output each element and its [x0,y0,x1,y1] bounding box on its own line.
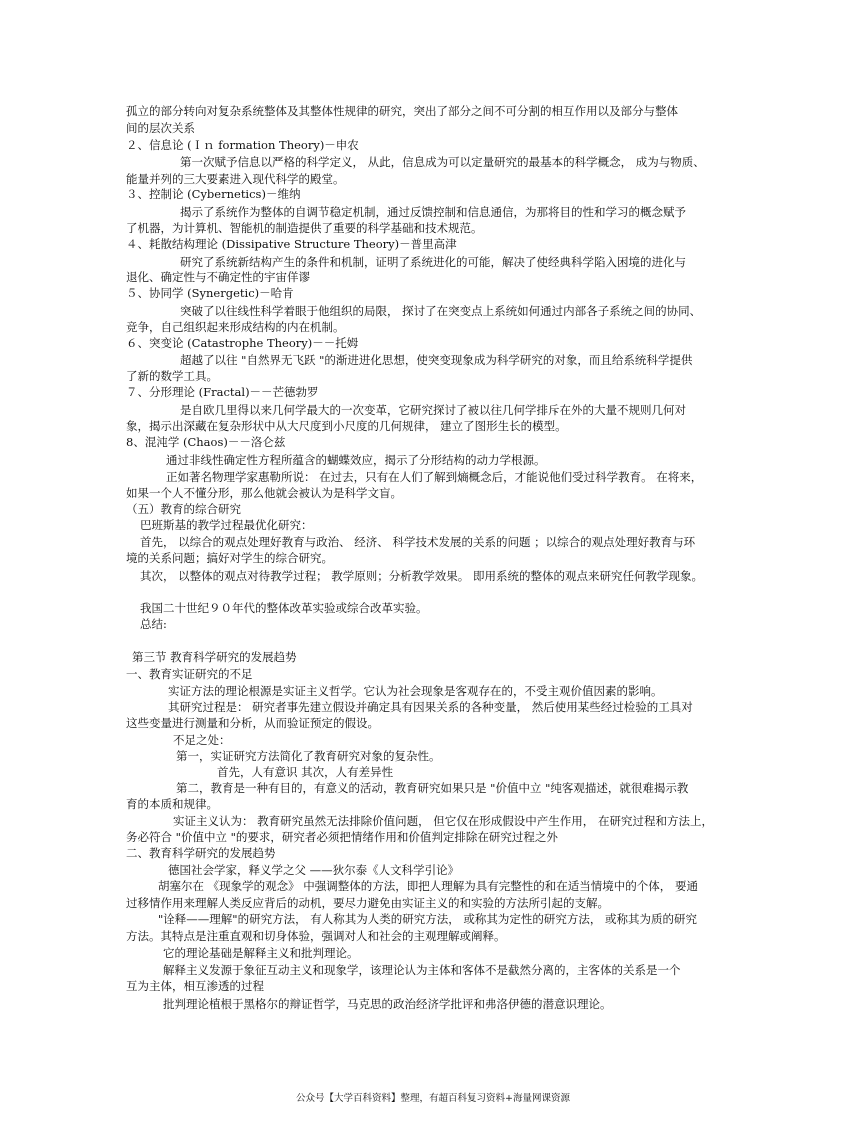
text-line: 总结: [140,617,167,631]
text-line: 孤立的部分转向对复杂系统整体及其整体性规律的研究，突出了部分之间不可分割的相互作用以及部分与整体 [126,104,678,118]
text-line: 揭示了系统作为整体的自调节稳定机制，通过反馈控制和信息通信，为那将目的性和学习的概念赋予 [180,205,686,219]
text-line: 务必符合 "价值中立 "的要求，研究者必须把情绪作用和价值判定排除在研究过程之外 [126,830,558,844]
text-line: 退化、确定性与不确定性的宇宙佯谬 [126,270,310,284]
text-line: 象，揭示出深藏在复杂形状中从大尺度到小尺度的几何规律， 建立了图形生长的模型。 [126,419,567,433]
text-line: 竞争，自己组织起来形成结构的内在机制。 [126,320,345,334]
text-line: 超越了以往 "自然界无飞跃 "的渐进进化思想，使突变现象成为科学研究的对象，而且给系统科学提供 [180,353,693,367]
text-line: 间的层次关系 [126,121,195,135]
text-line: 它的理论基础是解释主义和批判理论。 [163,946,359,960]
section-heading: ３、控制论 (Cybernetics)－维纳 [126,187,301,201]
text-line: 实证主义认为： 教育研究虽然无法排除价值问题， 但它仅在形成假设中产生作用， 在研究过程和方法上， [173,814,713,828]
section-heading: 二、教育科学研究的发展趋势 [126,846,276,860]
text-line: 我国二十世纪９０年代的整体改革实验或综合改革实验。 [140,601,428,615]
text-line: 研究了系统新结构产生的条件和机制，证明了系统进化的可能，解决了使经典科学陷入困境的进化与 [180,255,686,269]
text-line: 这些变量进行测量和分析，从而验证预定的假设。 [126,716,379,730]
text-line: 过移情作用来理解人类反应背后的动机，要尽力避免由实证主义的和实验的方法所引起的支解。 [126,896,609,910]
text-line: 解释主义发源于象征互动主义和现象学，该理论认为主体和客体不是截然分离的，主客体的关系是一个 [163,963,681,977]
text-line: 批判理论植根于黑格尔的辩证哲学，马克思的政治经济学批评和弗洛伊德的潜意识理论。 [163,997,612,1011]
text-line: 如果一个人不懂分形，那么他就会被认为是科学文盲。 [126,486,402,500]
text-line: 第一次赋予信息以严格的科学定义， 从此，信息成为可以定量研究的最基本的科学概念， 成为与物质、 [180,155,705,169]
text-line: 其次， 以整体的观点对待教学过程； 教学原则；分析教学效果。 即用系统的整体的观点来研究任何教学现象。 [140,569,703,583]
section-heading: （五）教育的综合研究 [126,502,241,516]
text-line: 境的关系问题；搞好对学生的综合研究。 [126,551,333,565]
text-line: 通过非线性确定性方程所蕴含的蝴蝶效应，揭示了分形结构的动力学根源。 [166,453,546,467]
section-heading: ２、信息论 (Ｉｎ formation Theory)－申农 [126,138,359,152]
text-line: 第二，教育是一种有目的，有意义的活动，教育研究如果只是 "价值中立 "纯客观描述，就很难揭示教 [176,781,689,795]
text-line: 方法。其特点是注重直观和切身体验，强调对人和社会的主观理解或阐释。 [126,929,506,943]
text-line: 实证方法的理论根源是实证主义哲学。它认为社会现象是客观存在的，不受主观价值因素的影响。 [168,684,663,698]
text-line: 了新的数学工具。 [126,369,218,383]
text-line: 互为主体，相互渗透的过程 [126,979,264,993]
section-heading: ４、耗散结构理论 (Dissipative Structure Theory)－普里高津 [126,237,457,251]
section-heading: 8、混沌学 (Chaos)－－洛仑兹 [126,435,286,449]
section-heading: ５、协同学 (Synergetic)－哈肯 [126,286,294,300]
section-heading: ６、突变论 (Catastrophe Theory)－－托姆 [126,336,359,350]
text-line: 是自欧几里得以来几何学最大的一次变革，它研究探讨了被以往几何学排斥在外的大量不规则几何对 [180,403,686,417]
text-line: 胡塞尔在 《现象学的观念》 中强调整体的方法，即把人理解为具有完整性的和在适当情境中的个体， 要通 [158,879,698,893]
text-line: 能量并列的三大要素进入现代科学的殿堂。 [126,172,345,186]
text-line: 德国社会学家，释义学之父 ——狄尔泰《人文科学引论》 [168,863,460,877]
section-heading: 一、教育实证研究的不足 [126,667,253,681]
text-line: 首先， 以综合的观点处理好教育与政治、 经济、 科学技术发展的关系的问题 ；以综合的观点处理好教育与环 [140,535,696,549]
text-line: 不足之处： [173,733,231,747]
text-line: "诠释——理解"的研究方法， 有人称其为人类的研究方法， 或称其为定性的研究方法， 或称其为质的研究 [158,912,698,926]
text-line: 首先，人有意识 其次，人有差异性 [217,765,394,779]
text-line: 第一，实证研究方法简化了教育研究对象的复杂性。 [176,749,441,763]
text-line: 育的本质和规律。 [126,797,218,811]
section-heading: ７、分形理论 (Fractal)－－芒德勃罗 [126,385,319,399]
text-line: 突破了以往线性科学着眼于他组织的局限， 探讨了在突变点上系统如何通过内部各子系统之间的协同、 [180,304,702,318]
page-footer: 公众号【大学百科资料】整理，有超百科复习资料+海量网课资源 [296,1093,570,1104]
text-line: 巴班斯基的教学过程最优化研究： [140,518,313,532]
text-line: 正如著名物理学家惠勒所说： 在过去，只有在人们了解到熵概念后，才能说他们受过科学教育。 在将来， [166,470,703,484]
text-line: 其研究过程是： 研究者事先建立假设并确定具有因果关系的各种变量， 然后使用某些经过检验的工具对 [168,700,693,714]
chapter-heading: 第三节 教育科学研究的发展趋势 [132,650,297,664]
text-line: 了机器，为计算机、智能机的制造提供了重要的科学基础和技术规范。 [126,221,483,235]
